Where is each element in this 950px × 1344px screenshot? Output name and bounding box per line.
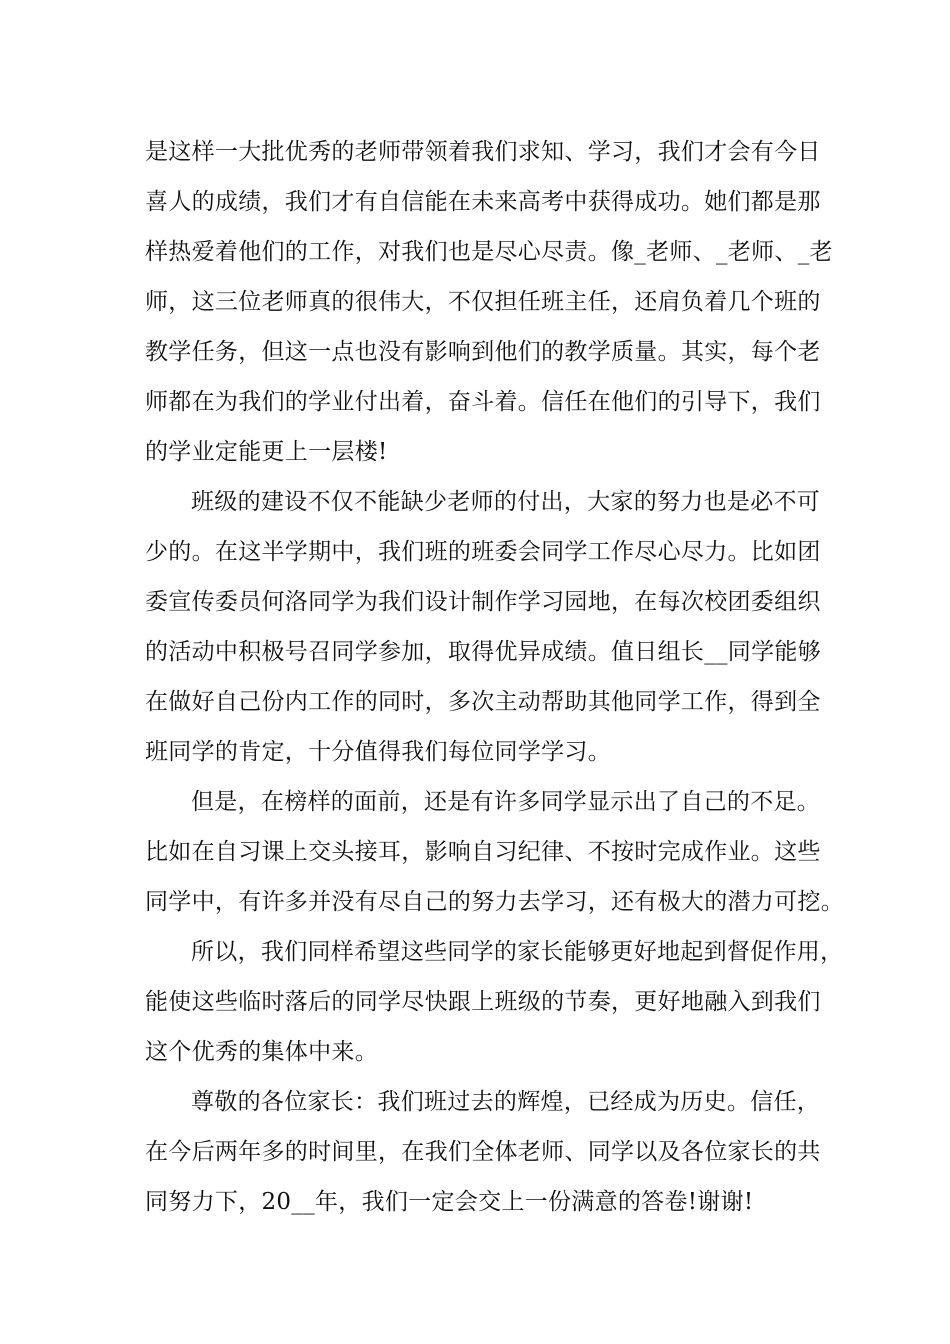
paragraph-first-line: 但是，在榜样的面前，还是有许多同学显示出了自己的不足。 [191,789,821,815]
text-line: 同努力下，20__年，我们一定会交上一份满意的答卷!谢谢! [145,1189,754,1215]
text-line: 委宣传委员何洛同学为我们设计制作学习园地，在每次校团委组织 [145,589,821,615]
text-line: 的学业定能更上一层楼! [145,439,388,465]
text-line: 的活动中积极号召同学参加，取得优异成绩。值日组长__同学能够 [145,639,821,665]
text-line: 喜人的成绩，我们才有自信能在未来高考中获得成功。她们都是那 [145,189,821,215]
paragraph-first-line: 尊敬的各位家长：我们班过去的辉煌，已经成为历史。信任， [191,1089,821,1115]
paragraph-first-line: 所以，我们同样希望这些同学的家长能够更好地起到督促作用， [191,939,844,965]
text-line: 师，这三位老师真的很伟大，不仅担任班主任，还肩负着几个班的 [145,289,821,315]
text-line: 教学任务，但这一点也没有影响到他们的教学质量。其实，每个老 [145,339,821,365]
text-line: 班同学的肯定，十分值得我们每位同学学习。 [145,739,611,765]
text-line: 在做好自己份内工作的同时，多次主动帮助其他同学工作，得到全 [145,689,821,715]
text-line: 少的。在这半学期中，我们班的班委会同学工作尽心尽力。比如团 [145,539,821,565]
text-line: 比如在自习课上交头接耳，影响自习纪律、不按时完成作业。这些 [145,839,821,865]
text-line: 样热爱着他们的工作，对我们也是尽心尽责。像_老师、_老师、_老 [145,239,833,265]
text-line: 这个优秀的集体中来。 [145,1039,378,1065]
text-line: 师都在为我们的学业付出着，奋斗着。信任在他们的引导下，我们 [145,389,821,415]
text-line: 同学中，有许多并没有尽自己的努力去学习，还有极大的潜力可挖。 [145,889,844,915]
text-line: 能使这些临时落后的同学尽快跟上班级的节奏，更好地融入到我们 [145,989,821,1015]
text-line: 在今后两年多的时间里，在我们全体老师、同学以及各位家长的共 [145,1139,821,1165]
text-line: 是这样一大批优秀的老师带领着我们求知、学习，我们才会有今日 [145,139,821,165]
paragraph-first-line: 班级的建设不仅不能缺少老师的付出，大家的努力也是必不可 [191,489,821,515]
